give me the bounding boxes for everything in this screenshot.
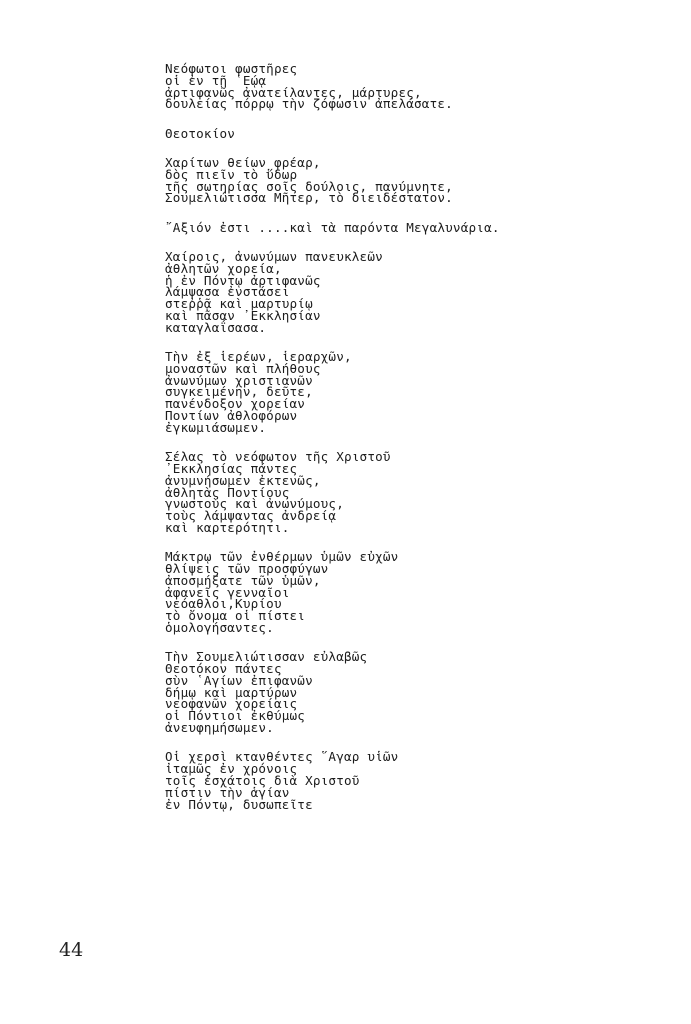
text-line: θλίψεις τῶν προσφύγων: [165, 561, 329, 576]
text-line: τοὺς λάμψαντας ἀνδρείᾳ: [165, 508, 337, 524]
stanza: [165, 63, 665, 110]
text-line: δουλείας πόρρῳ τὴν ζόφωσιν ἀπελάσατε.: [165, 96, 453, 112]
stanza: [165, 248, 665, 335]
text-line: ἀρτιφανῶς ἀνατείλαντες, μάρτυρες,: [165, 84, 422, 100]
text-line: ὁμολογήσαντες.: [165, 619, 274, 635]
text-line: Σέλας τὸ νεόφωτον τῆς Χριστοῦ: [165, 449, 391, 465]
text-line: Θεοτόκον πάντες: [165, 661, 282, 677]
stanza: [165, 751, 665, 810]
text-line: νεοφανῶν χορείαις: [165, 696, 298, 712]
text-line: Τὴν ἐξ ἱερέων, ἱεραρχῶν,: [165, 349, 352, 365]
stanza: [165, 551, 665, 634]
text-line: ἀνωνύμων χριστιανῶν: [165, 372, 313, 388]
text-line: οἱ ἐν τῇ ῾Εῴᾳ: [165, 72, 267, 88]
text-line: Νεόφωτοι φωστῆρες: [165, 61, 298, 76]
text-line: Οἱ χερσὶ κτανθέντες ῞Αγαρ υἱῶν: [165, 749, 399, 765]
text-line: δὸς πιεῖν τὸ ὕδωρ: [165, 166, 298, 182]
text-line: λάμψασα ἐνστάσει: [165, 284, 290, 300]
stanza: [165, 451, 665, 534]
text-line: νεόαθλοι,Κυρίου: [165, 596, 282, 612]
text-line: Μάκτρῳ τῶν ἐνθέρμων ὑμῶν εὐχῶν: [165, 549, 399, 565]
text-line: ἀθλητῶν χορεία,: [165, 260, 282, 276]
text-line: ἐγκωμιάσωμεν.: [165, 419, 267, 435]
text-line: ἀνευφημήσωμεν.: [165, 720, 274, 736]
text-line: μοναστῶν καὶ πλήθους: [165, 360, 321, 376]
text-line: ᾿Εκκλησίας πάντες: [165, 460, 298, 476]
page-number: 44: [59, 939, 84, 961]
text-line: συγκειμένην, δεῦτε,: [165, 384, 313, 400]
text-line: ἐν Πόντῳ, δυσωπεῖτε: [165, 796, 313, 812]
text-line: ἰταμῶς ἐν χρόνοις: [165, 761, 298, 777]
text-line: ἀνυμνήσωμεν ἐκτενῶς,: [165, 472, 321, 488]
text-line: καὶ καρτερότητι.: [165, 519, 290, 535]
stanza: [165, 651, 665, 734]
text-line: σὺν ῾Αγίων ἐπιφανῶν: [165, 672, 313, 688]
text-line: Σουμελιώτισσα Μῆτερ, τὸ διειδέστατον.: [165, 190, 453, 206]
text-line: καταγλαΐσασα.: [165, 319, 267, 335]
text-line: Ποντίων ἀθλοφόρων: [165, 408, 298, 424]
page-body: [165, 63, 665, 828]
text-line: πανένδοξον χορείαν: [165, 396, 306, 412]
text-line: γνωστοὺς καὶ ἀνωνύμους,: [165, 496, 344, 512]
text-line: καὶ πᾶσαν ᾿Εκκλησίαν: [165, 307, 321, 323]
text-line: τοῖς ἐσχάτοις διὰ Χριστοῦ: [165, 772, 360, 788]
text-line: τὸ ὄνομα οἱ πίστει: [165, 608, 306, 624]
text-line: ἀθλητὰς Ποντίους: [165, 484, 290, 500]
text-line: στεῤῥᾷ καὶ μαρτυρίῳ: [165, 296, 313, 312]
text-line: ἡ ἐν Πόντῳ ἀρτιφανῶς: [165, 272, 321, 288]
text-line: πίστιν τὴν ἁγίαν: [165, 784, 290, 800]
stanza: [165, 219, 665, 235]
text-line: οἱ Πόντιοι ἐκθύμως: [165, 708, 306, 724]
text-line: Θεοτοκίον: [165, 125, 236, 141]
stanza: [165, 351, 665, 434]
text-line: δήμῳ καὶ μαρτύρων: [165, 684, 298, 700]
text-line: Χαίροις, ἀνωνύμων πανευκλεῶν: [165, 248, 383, 264]
stanza: [165, 125, 665, 141]
text-line: τῆς σωτηρίας σοῖς δούλοις, πανύμνητε,: [165, 178, 453, 194]
text-line: ἀφανεῖς γενναῖοι: [165, 584, 290, 600]
text-line: ἀποσμήξατε τῶν ὑμῶν,: [165, 572, 321, 588]
text-line: Τὴν Σουμελιώτισσαν εὐλαβῶς: [165, 649, 368, 665]
text-line: Χαρίτων θείων φρέαρ,: [165, 154, 321, 170]
text-line: ῎Αξιόν ἐστι ....καὶ τὰ παρόντα Μεγαλυνάρια.: [165, 219, 500, 235]
stanza: [165, 154, 665, 206]
